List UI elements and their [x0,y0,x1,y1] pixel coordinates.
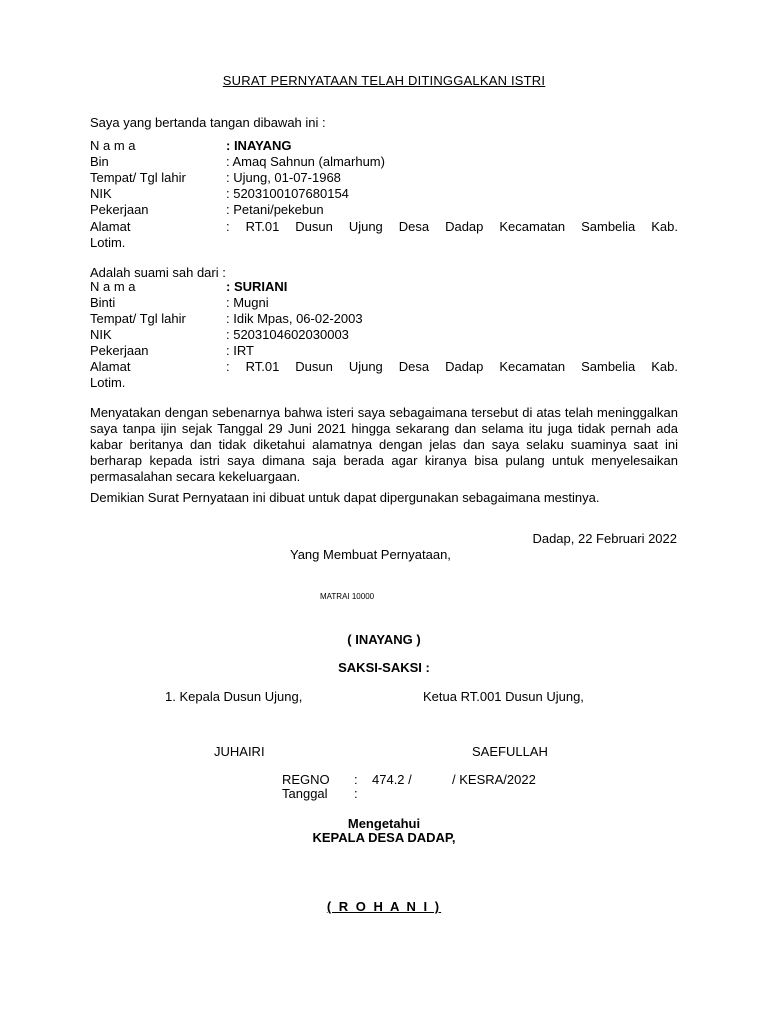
wife-birth-row [90,311,678,327]
witness1-name: JUHAIRI [214,744,265,759]
wife-address-value: : RT.01 Dusun Ujung Desa Dadap Kecamatan Sambelia Kab. [226,359,678,374]
mengetahui-label: Mengetahui [347,816,421,831]
intro-text: Saya yang bertanda tangan dibawah ini : [90,115,326,130]
regno-value-2: / KESRA/2022 [452,772,536,787]
wife-job-label: Pekerjaan [90,343,149,358]
wife-binti-value: : Mugni [226,295,269,310]
husband-birth-label: Tempat/ Tgl lahir [90,170,186,185]
husband-nik-row [90,186,678,202]
tanggal-colon: : [354,786,358,801]
wife-name-label: N a m a [90,279,136,294]
maker-name: ( INAYANG ) [347,632,421,647]
husband-job-value: : Petani/pekebun [226,202,324,217]
wife-binti-label: Binti [90,295,116,310]
husband-job-label: Pekerjaan [90,202,149,217]
maker-label: Yang Membuat Pernyataan, [290,547,451,562]
wife-birth-label: Tempat/ Tgl lahir [90,311,186,326]
husband-bin-label: Bin [90,154,109,169]
wife-nik-row [90,327,678,343]
wife-nik-value: : 5203104602030003 [226,327,349,342]
husband-birth-row [90,170,678,186]
wife-address-continued: Lotim. [90,375,126,390]
wife-nik-label: NIK [90,327,112,342]
stamp-label: MATRAI 10000 [320,592,375,601]
husband-job-row [90,202,678,218]
wife-birth-value: : Idik Mpas, 06-02-2003 [226,311,363,326]
husband-name-row [90,138,678,154]
regno-label: REGNO [282,772,330,787]
witnesses-title: SAKSI-SAKSI : [338,660,430,675]
witness2-title: Ketua RT.001 Dusun Ujung, [423,689,584,704]
husband-nik-value: : 5203100107680154 [226,186,349,201]
wife-name-value: : SURIANI [226,279,288,294]
wife-job-row [90,343,678,359]
regno-colon: : [354,772,358,787]
village-head-title: KEPALA DESA DADAP, [312,830,456,845]
tanggal-label: Tanggal [282,786,328,801]
wife-name-row [90,279,678,295]
statement-paragraph: Menyatakan dengan sebenarnya bahwa isteri saya sebagaimana tersebut di atas telah meninggalkan saya tanpa ijin sejak Tanggal 29 Juni 2021 hingga sekarang dan selama itu juga tidak pernah ada kabar beritanya dan tidak diketahui alamatnya dengan jelas dan saya selaku suaminya saat ini berharap kepada istri saya dimana saja berada agar kiranya bisa pulang untuk menyelesaikan permasalahan secara kekeluargaan. [90,405,678,484]
witness2-name: SAEFULLAH [472,744,548,759]
place-date: Dadap, 22 Februari 2022 [532,531,677,546]
husband-birth-value: : Ujung, 01-07-1968 [226,170,341,185]
husband-bin-value: : Amaq Sahnun (almarhum) [226,154,385,169]
wife-address-label: Alamat [90,359,131,374]
wife-binti-row [90,295,678,311]
husband-address-value: : RT.01 Dusun Ujung Desa Dadap Kecamatan Sambelia Kab. [226,219,678,234]
husband-nik-label: NIK [90,186,112,201]
husband-name-label: N a m a [90,138,136,153]
village-head-name-wrap [0,899,768,915]
closing-paragraph: Demikian Surat Pernyataan ini dibuat untuk dapat dipergunakan sebagaimana mestinya. [90,490,600,505]
husband-address-label: Alamat [90,219,131,234]
wife-job-value: : IRT [226,343,254,358]
witness1-title: 1. Kepala Dusun Ujung, [165,689,303,704]
document-title: SURAT PERNYATAAN TELAH DITINGGALKAN ISTRI [222,73,546,88]
regno-value-1: 474.2 / [372,772,412,787]
husband-bin-row [90,154,678,170]
wife-intro-text: Adalah suami sah dari : [90,265,226,280]
village-head-name: ( R O H A N I ) [326,899,442,914]
husband-name-value: : INAYANG [226,138,292,153]
husband-address-continued: Lotim. [90,235,126,250]
